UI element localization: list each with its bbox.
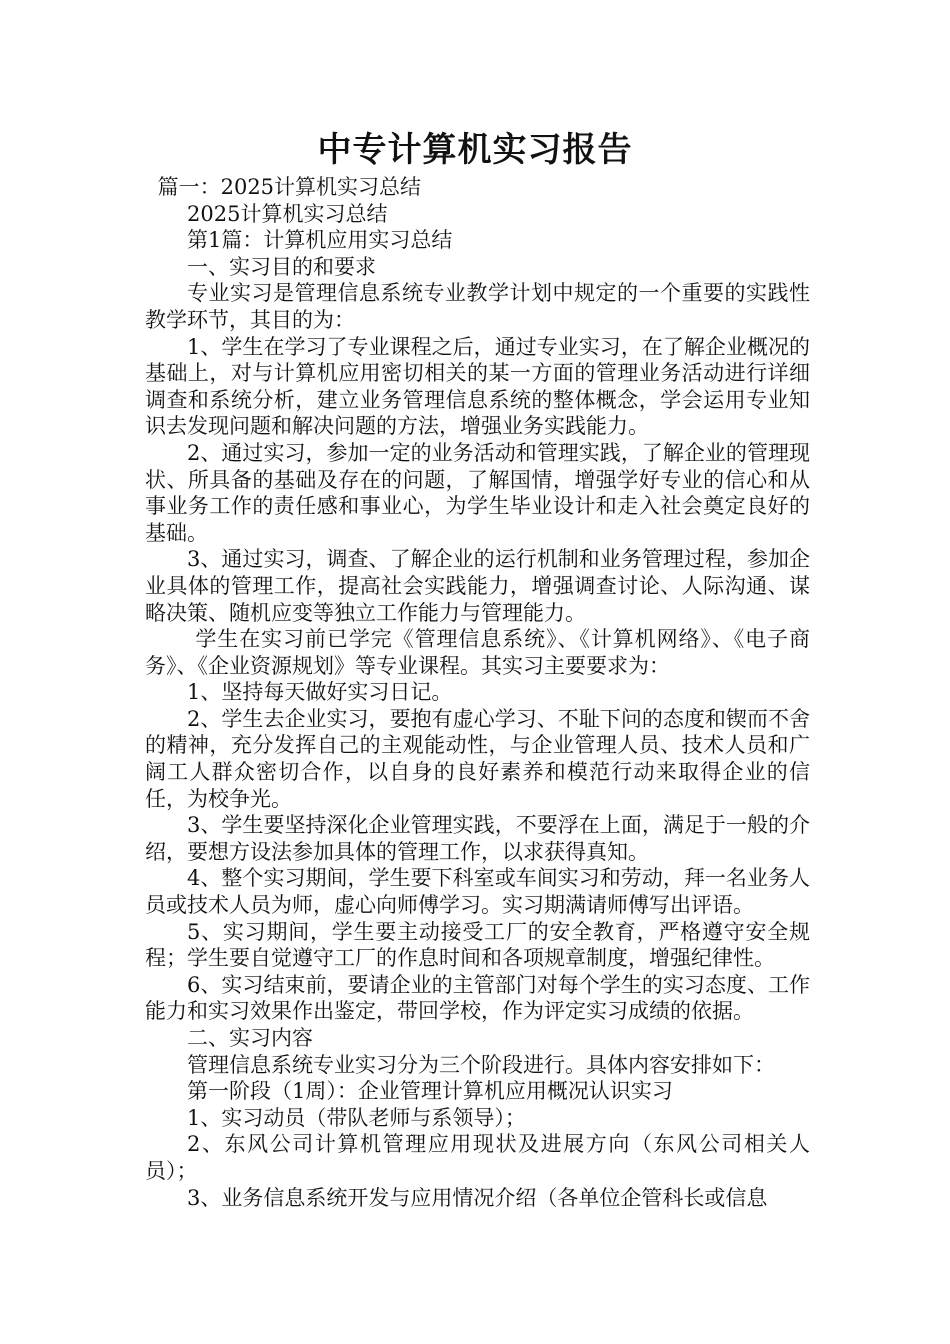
paragraph: 3、通过实习，调查、了解企业的运行机制和业务管理过程，参加企业具体的管理工作，提高社会实践能力，增强调查讨论、人际沟通、谋略决策、随机应变等独立工作能力与管理能力。 [145, 547, 810, 625]
section-heading: 二、实习内容 [187, 1026, 313, 1050]
document-body [145, 174, 810, 1211]
section-heading: 一、实习目的和要求 [187, 254, 376, 279]
paragraph: 1、坚持每天做好实习日记。 [187, 680, 453, 705]
paragraph: 2、通过实习，参加一定的业务活动和管理实践，了解企业的管理现状、所具备的基础及存在的问题，了解国情，增强学好专业的信心和从事业务工作的责任感和事业心，为学生毕业设计和走入社会奠定良好的基础。 [145, 440, 810, 545]
chapter-heading: 第1篇：计算机应用实习总结 [187, 228, 453, 253]
paragraph: 2、东风公司计算机管理应用现状及进展方向（东风公司相关人员）； [145, 1132, 810, 1183]
paragraph: 4、整个实习期间，学生要下科室或车间实习和劳动，拜一名业务人员或技术人员为师，虚心向师傅学习。实习期满请师傅写出评语。 [145, 866, 810, 918]
paragraph: 专业实习是管理信息系统专业教学计划中规定的一个重要的实践性教学环节，其目的为： [145, 281, 810, 332]
paragraph: 3、学生要坚持深化企业管理实践，不要浮在上面，满足于一般的介绍，要想方设法参加具体的管理工作，以求获得真知。 [145, 813, 810, 864]
paragraph: 1、实习动员（带队老师与系领导）； [187, 1105, 526, 1130]
paragraph: 5、实习期间，学生要主动接受工厂的安全教育，严格遵守安全规程；学生要自觉遵守工厂的作息时间和各项规章制度，增强纪律性。 [145, 919, 810, 971]
paragraph: 6、实习结束前，要请企业的主管部门对每个学生的实习态度、工作能力和实习效果作出鉴定，带回学校，作为评定实习成绩的依据。 [145, 972, 810, 1024]
paragraph: 学生在实习前已学完《管理信息系统》、《计算机网络》、《电子商务》、《企业资源规划》等专业课程。其实习主要要求为： [145, 627, 810, 678]
page-title: 中专计算机实习报告 [317, 130, 633, 170]
paragraph: 1、学生在学习了专业课程之后，通过专业实习，在了解企业概况的基础上，对与计算机应用密切相关的某一方面的管理业务活动进行详细调查和系统分析，建立业务管理信息系统的整体概念，学会运用专业知识去发现问题和解决问题的方法，增强业务实践能力。 [145, 334, 810, 439]
paragraph: 2、学生去企业实习，要抱有虚心学习、不耻下问的态度和锲而不舍的精神，充分发挥自己的主观能动性，与企业管理人员、技术人员和广阔工人群众密切合作，以自身的良好素养和模范行动来取得企业的信任，为校争光。 [145, 706, 810, 811]
paragraph: 第一阶段（1周）：企业管理计算机应用概况认识实习 [187, 1079, 673, 1104]
subtitle: 2025计算机实习总结 [187, 201, 388, 226]
section-heading: 篇一：2025计算机实习总结 [157, 175, 422, 199]
paragraph: 3、业务信息系统开发与应用情况介绍（各单位企管科长或信息 [187, 1185, 768, 1210]
paragraph: 管理信息系统专业实习分为三个阶段进行。具体内容安排如下： [187, 1052, 775, 1077]
